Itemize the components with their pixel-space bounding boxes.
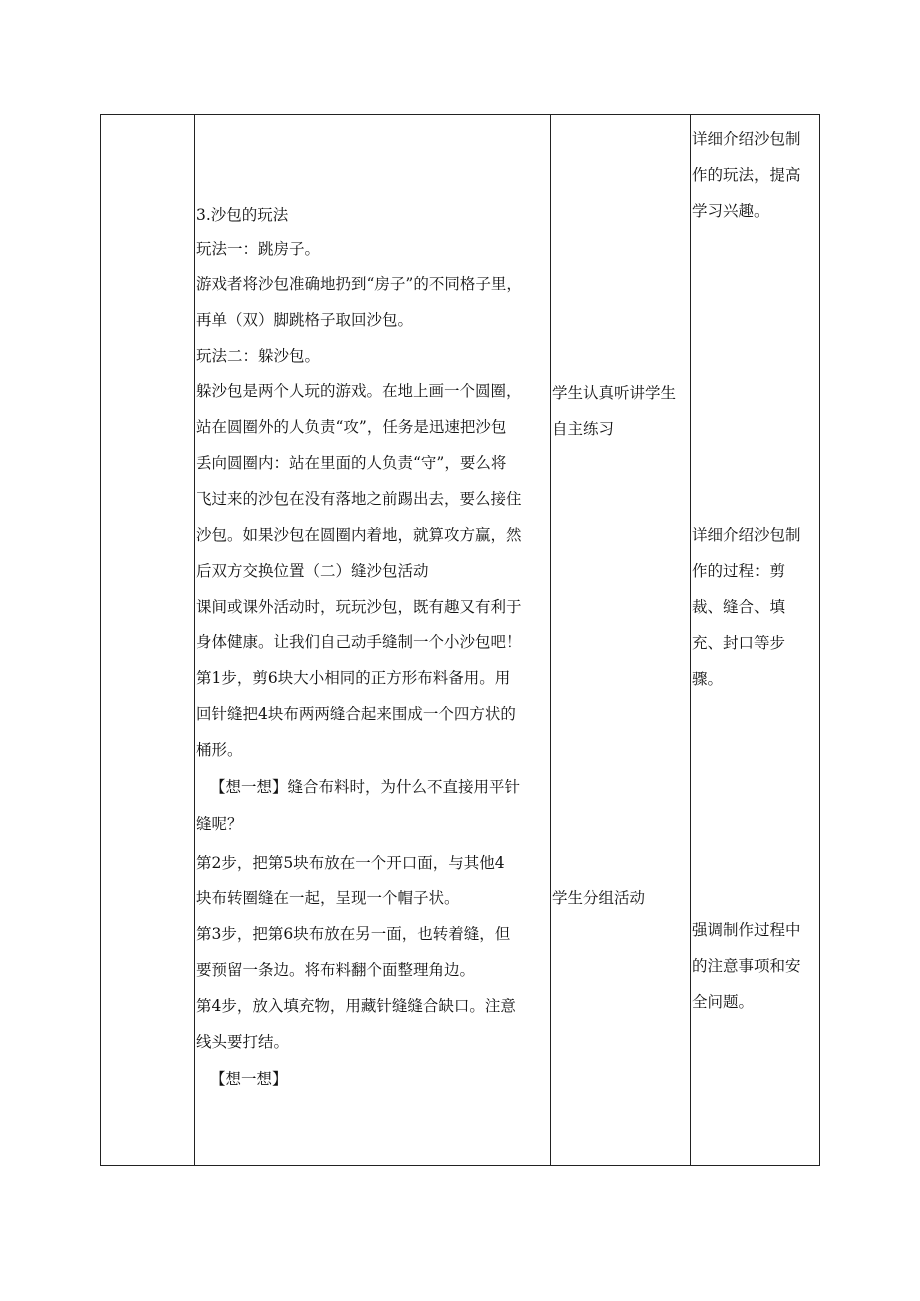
design-intent-line: 作的过程：剪 (692, 562, 786, 580)
student-activity-cell (550, 115, 690, 1165)
student-activity-line: 学生认真听讲学生 (552, 384, 677, 402)
content-line: 游戏者将沙包准确地扔到“房子”的不同格子里， (196, 275, 522, 293)
design-intent-line: 学习兴趣。 (692, 202, 770, 220)
content-line: 块布转圈缝在一起，呈现一个帽子状。 (196, 889, 460, 907)
content-line: 线头要打结。 (196, 1033, 290, 1051)
design-intent-line: 全问题。 (692, 993, 755, 1011)
content-line: 身体健康。让我们自己动手缝制一个小沙包吧！ (196, 633, 522, 651)
empty-cell (101, 115, 194, 1165)
content-line: 躲沙包是两个人玩的游戏。在地上画一个圆圈， (196, 382, 522, 400)
design-intent-line: 强调制作过程中 (692, 921, 801, 939)
lesson-table (100, 114, 820, 1166)
content-line: 站在圆圈外的人负责“攻”，任务是迅速把沙包 (196, 418, 507, 436)
content-line: 课间或课外活动时，玩玩沙包，既有趣又有利于 (196, 598, 522, 616)
teaching-content-cell (194, 115, 550, 1165)
student-activity-line: 学生分组活动 (552, 889, 646, 907)
content-line: 玩法二：躲沙包。 (196, 347, 321, 365)
content-line: 飞过来的沙包在没有落地之前踢出去，要么接住 (196, 490, 522, 508)
content-line: 缝呢？ (196, 815, 243, 833)
design-intent-line: 详细介绍沙包制 (692, 526, 801, 544)
content-line: 3.沙包的玩法 (196, 206, 289, 224)
content-line: 第4步，放入填充物，用藏针缝缝合缺口。注意 (196, 997, 516, 1015)
content-line: 沙包。如果沙包在圆圈内着地，就算攻方赢，然 (196, 526, 522, 544)
content-line: 丢向圆圈内：站在里面的人负责“守”，要么将 (196, 454, 507, 472)
content-line: 玩法一：跳房子。 (196, 240, 321, 258)
design-intent-line: 的注意事项和安 (692, 957, 801, 975)
content-line: 【想一想】缝合布料时，为什么不直接用平针 (210, 778, 521, 796)
design-intent-line: 骤。 (692, 670, 724, 688)
content-line: 后双方交换位置（二）缝沙包活动 (196, 562, 429, 580)
content-line: 第1步，剪6块大小相同的正方形布料备用。用 (196, 669, 511, 687)
design-intent-line: 作的玩法，提高 (692, 166, 801, 184)
content-line: 回针缝把4块布两两缝合起来围成一个四方状的 (196, 705, 516, 723)
design-intent-line: 充、封口等步 (692, 634, 786, 652)
content-line: 【想一想】 (210, 1070, 288, 1088)
student-activity-line: 自主练习 (552, 420, 615, 438)
design-intent-cell (690, 115, 820, 1165)
content-line: 要预留一条边。将布料翻个面整理角边。 (196, 961, 476, 979)
content-line: 再单（双）脚跳格子取回沙包。 (196, 311, 414, 329)
content-line: 桶形。 (196, 741, 243, 759)
content-line: 第2步，把第5块布放在一个开口面，与其他4 (196, 854, 505, 872)
design-intent-line: 详细介绍沙包制 (692, 130, 801, 148)
design-intent-line: 裁、缝合、填 (692, 598, 786, 616)
content-line: 第3步，把第6块布放在另一面，也转着缝，但 (196, 925, 511, 943)
